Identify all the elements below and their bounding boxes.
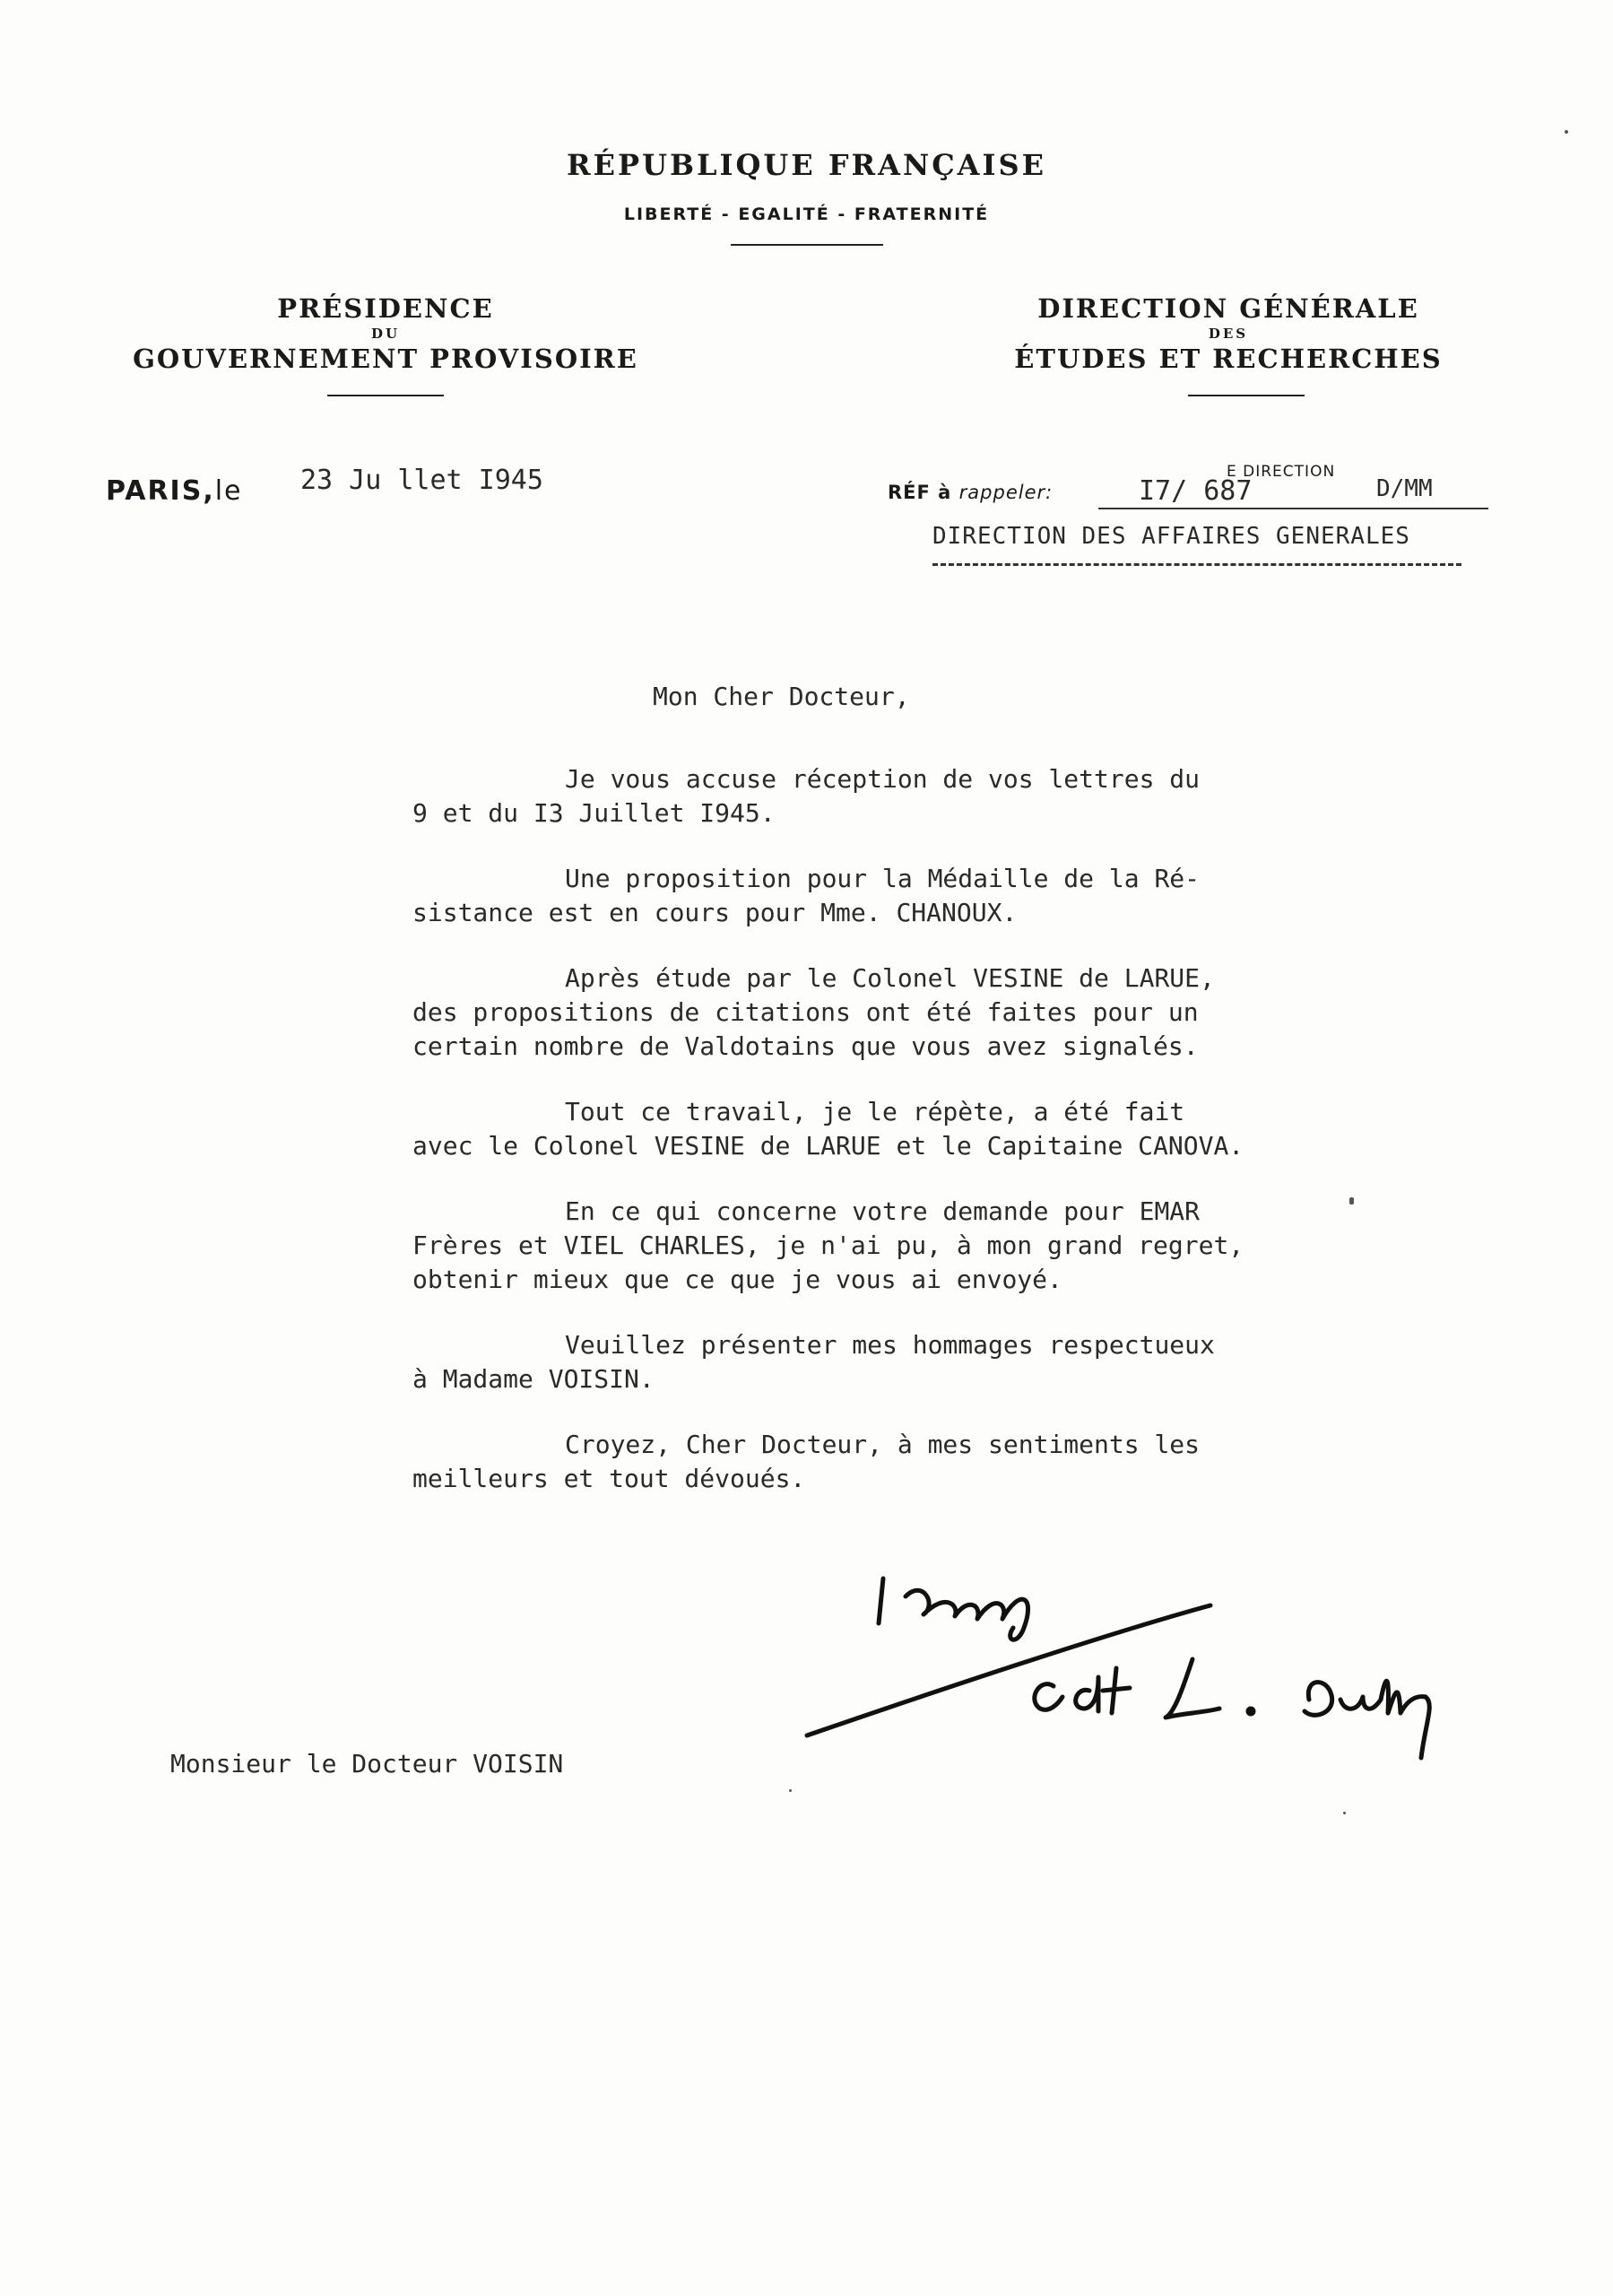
dateline-city: PARIS, [106, 475, 215, 507]
right-letterhead-line2: DES [1208, 326, 1249, 342]
dateline-le: le [214, 475, 243, 507]
left-letterhead-line3: GOUVERNEMENT PROVISOIRE [133, 344, 638, 374]
body-paragraph: Croyez, Cher Docteur, à mes sentiments les meilleurs et tout dévoués. [412, 1430, 1201, 1493]
body-paragraph: Je vous accuse réception de vos lettres du 9 et du I3 Juillet I945. [412, 764, 1201, 828]
body-paragraph: Après étude par le Colonel VESINE de LARUE, des propositions de citations ont été faites pour un certain nombre de Valdotains que vous avez signalés. [412, 963, 1215, 1061]
letter-date: 23 Ju llet I945 [300, 465, 543, 496]
paper-speck [1565, 130, 1568, 134]
direction-stamp: DIRECTION DES AFFAIRES GENERALES [932, 523, 1410, 550]
left-letterhead-rule [327, 395, 444, 396]
left-letterhead-line2: DU [370, 326, 401, 342]
handwritten-signature [789, 1543, 1506, 1812]
letter-body [412, 762, 1363, 1527]
republic-heading: RÉPUBLIQUE FRANÇAISE [567, 148, 1046, 182]
stamp-dashed-rule [932, 563, 1461, 566]
reference-number: I7/ 687 [1139, 475, 1253, 507]
stamp-tag: E DIRECTION [1227, 463, 1336, 481]
right-letterhead-line1: DIRECTION GÉNÉRALE [1037, 293, 1419, 324]
republic-motto: LIBERTÉ - EGALITÉ - FRATERNITÉ [623, 204, 990, 224]
reference-label [888, 482, 1053, 503]
right-letterhead [950, 292, 1506, 375]
motto-rule [731, 244, 883, 246]
left-letterhead-line1: PRÉSIDENCE [277, 293, 494, 324]
reference-label-main: RÉF à [888, 482, 952, 503]
salutation: Mon Cher Docteur, [653, 682, 910, 711]
reference-label-small: rappeler: [958, 482, 1054, 503]
right-letterhead-line3: ÉTUDES ET RECHERCHES [1014, 344, 1443, 374]
body-paragraph: Une proposition pour la Médaille de la Ré- sistance est en cours pour Mme. CHANOUX. [412, 864, 1201, 927]
paper-speck [1343, 1812, 1346, 1814]
left-letterhead [81, 292, 690, 375]
dateline-place [106, 475, 243, 507]
right-letterhead-rule [1188, 395, 1305, 396]
addressee: Monsieur le Docteur VOISIN [170, 1749, 564, 1779]
body-paragraph: Tout ce travail, je le répète, a été fait avec le Colonel VESINE de LARUE et le Capitaine CANOVA. [412, 1097, 1244, 1161]
paper-speck [1349, 1197, 1354, 1205]
reference-service: D/MM [1376, 475, 1433, 502]
reference-underline [1098, 508, 1488, 509]
body-paragraph: Veuillez présenter mes hommages respectueux à Madame VOISIN. [412, 1330, 1215, 1394]
body-paragraph: En ce qui concerne votre demande pour EMAR Frères et VIEL CHARLES, je n'ai pu, à mon grand regret, obtenir mieux que ce que je vous ai envoyé. [412, 1196, 1244, 1294]
paper-speck [789, 1789, 792, 1792]
